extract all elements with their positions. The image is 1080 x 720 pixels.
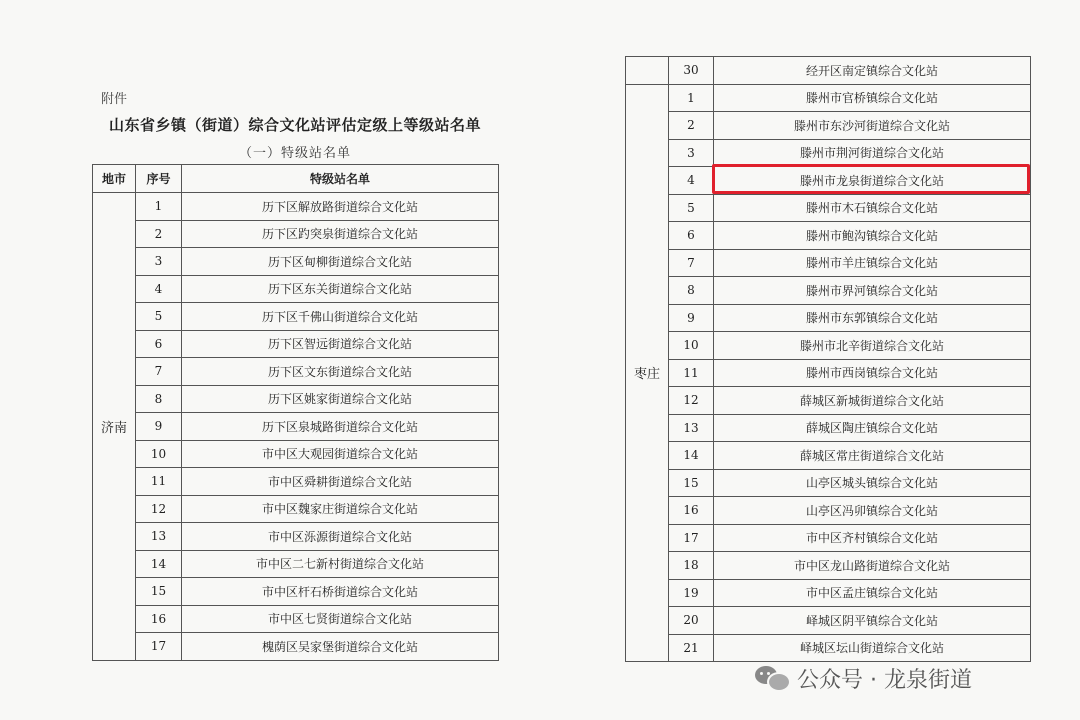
row-number: 3 [136,248,182,276]
row-number: 15 [136,578,182,606]
row-number: 13 [669,414,714,442]
station-name: 山亭区冯卯镇综合文化站 [714,497,1031,525]
station-name: 峄城区坛山街道综合文化站 [714,634,1031,662]
station-name: 市中区魏家庄街道综合文化站 [182,495,499,523]
row-number: 2 [136,220,182,248]
table-row [93,578,499,606]
table-row [626,332,1031,360]
row-number: 11 [669,359,714,387]
station-name: 历下区解放路街道综合文化站 [182,193,499,221]
row-number: 12 [669,387,714,415]
table-header-row [93,165,499,193]
highlight-box [712,164,1030,194]
station-name: 滕州市鲍沟镇综合文化站 [714,222,1031,250]
table-row [93,605,499,633]
station-name: 滕州市龙泉街道综合文化站 [714,167,1031,195]
station-name: 薛城区陶庄镇综合文化站 [714,414,1031,442]
station-name: 滕州市官桥镇综合文化站 [714,84,1031,112]
row-number: 3 [669,139,714,167]
row-number: 6 [136,330,182,358]
row-number: 15 [669,469,714,497]
station-name: 峄城区阴平镇综合文化站 [714,607,1031,635]
table-row [626,304,1031,332]
table-row [626,469,1031,497]
table-row [626,579,1031,607]
special-grade-table-right [625,56,1031,662]
document-title: 山东省乡镇（街道）综合文化站评估定级上等级站名单 [108,116,481,134]
region-cell: 济南 [93,193,136,661]
row-number: 18 [669,552,714,580]
row-number: 9 [136,413,182,441]
region-cell-continued [626,57,669,85]
station-name: 历下区趵突泉街道综合文化站 [182,220,499,248]
station-name: 薛城区常庄街道综合文化站 [714,442,1031,470]
station-name: 滕州市东郭镇综合文化站 [714,304,1031,332]
station-name: 滕州市荆河街道综合文化站 [714,139,1031,167]
table-row [626,194,1031,222]
row-number: 11 [136,468,182,496]
table-row [93,303,499,331]
table-row [93,220,499,248]
header-station-name: 特级站名单 [182,165,499,193]
station-name: 市中区大观园街道综合文化站 [182,440,499,468]
station-name: 市中区杆石桥街道综合文化站 [182,578,499,606]
station-name: 滕州市北辛街道综合文化站 [714,332,1031,360]
table-row [626,442,1031,470]
table-row [626,249,1031,277]
table-row [626,277,1031,305]
watermark-text: 公众号 · 龙泉街道 [797,667,972,693]
region-cell: 枣庄 [626,84,669,662]
row-number: 17 [669,524,714,552]
row-number: 13 [136,523,182,551]
table-row [93,275,499,303]
row-number: 20 [669,607,714,635]
table-row [93,358,499,386]
station-name: 市中区龙山路街道综合文化站 [714,552,1031,580]
row-number: 1 [669,84,714,112]
row-number: 14 [136,550,182,578]
table-row [93,495,499,523]
row-number: 16 [669,497,714,525]
station-name: 滕州市木石镇综合文化站 [714,194,1031,222]
row-number: 5 [136,303,182,331]
station-name: 市中区泺源街道综合文化站 [182,523,499,551]
row-number: 2 [669,112,714,140]
row-number: 17 [136,633,182,661]
table-row [626,139,1031,167]
header-number: 序号 [136,165,182,193]
row-number: 7 [136,358,182,386]
table-row [93,330,499,358]
station-name: 市中区舜耕街道综合文化站 [182,468,499,496]
table-row [93,550,499,578]
table-row [626,607,1031,635]
row-number: 4 [669,167,714,195]
table-row [626,112,1031,140]
table-row [626,524,1031,552]
table-row [626,634,1031,662]
station-name: 历下区千佛山街道综合文化站 [182,303,499,331]
table-row [626,359,1031,387]
row-number: 10 [669,332,714,360]
table-row [626,57,1031,85]
station-name: 薛城区新城街道综合文化站 [714,387,1031,415]
table-row [93,385,499,413]
row-number: 1 [136,193,182,221]
station-name: 历下区泉城路街道综合文化站 [182,413,499,441]
table-row [626,387,1031,415]
station-name: 历下区文东街道综合文化站 [182,358,499,386]
station-name: 滕州市界河镇综合文化站 [714,277,1031,305]
row-number: 19 [669,579,714,607]
table-row [626,552,1031,580]
station-name: 历下区智远街道综合文化站 [182,330,499,358]
table-row [93,248,499,276]
table-row [626,414,1031,442]
table-row [626,497,1031,525]
watermark [755,660,972,696]
row-number: 7 [669,249,714,277]
station-name: 槐荫区吴家堡街道综合文化站 [182,633,499,661]
station-name: 滕州市东沙河街道综合文化站 [714,112,1031,140]
station-name: 市中区二七新村街道综合文化站 [182,550,499,578]
table-row [93,193,499,221]
row-number: 8 [669,277,714,305]
station-name: 历下区甸柳街道综合文化站 [182,248,499,276]
table-row [626,84,1031,112]
attachment-label: 附件 [101,92,128,107]
row-number: 12 [136,495,182,523]
station-name: 历下区东关街道综合文化站 [182,275,499,303]
row-number: 21 [669,634,714,662]
table-row [93,523,499,551]
table-row [626,222,1031,250]
station-name: 市中区孟庄镇综合文化站 [714,579,1031,607]
document-subtitle: （一）特级站名单 [238,146,351,161]
wechat-icon [755,664,789,692]
table-row [93,633,499,661]
row-number: 30 [669,57,714,85]
table-row [93,413,499,441]
row-number: 8 [136,385,182,413]
header-city: 地市 [93,165,136,193]
row-number: 9 [669,304,714,332]
station-name: 滕州市西岗镇综合文化站 [714,359,1031,387]
station-name: 滕州市羊庄镇综合文化站 [714,249,1031,277]
table-row [93,440,499,468]
table-row [93,468,499,496]
station-name: 历下区姚家街道综合文化站 [182,385,499,413]
station-name: 市中区齐村镇综合文化站 [714,524,1031,552]
row-number: 4 [136,275,182,303]
row-number: 6 [669,222,714,250]
special-grade-table-left [92,164,499,661]
row-number: 16 [136,605,182,633]
station-name: 市中区七贤街道综合文化站 [182,605,499,633]
station-name: 山亭区城头镇综合文化站 [714,469,1031,497]
row-number: 10 [136,440,182,468]
row-number: 5 [669,194,714,222]
station-name: 经开区南定镇综合文化站 [714,57,1031,85]
row-number: 14 [669,442,714,470]
